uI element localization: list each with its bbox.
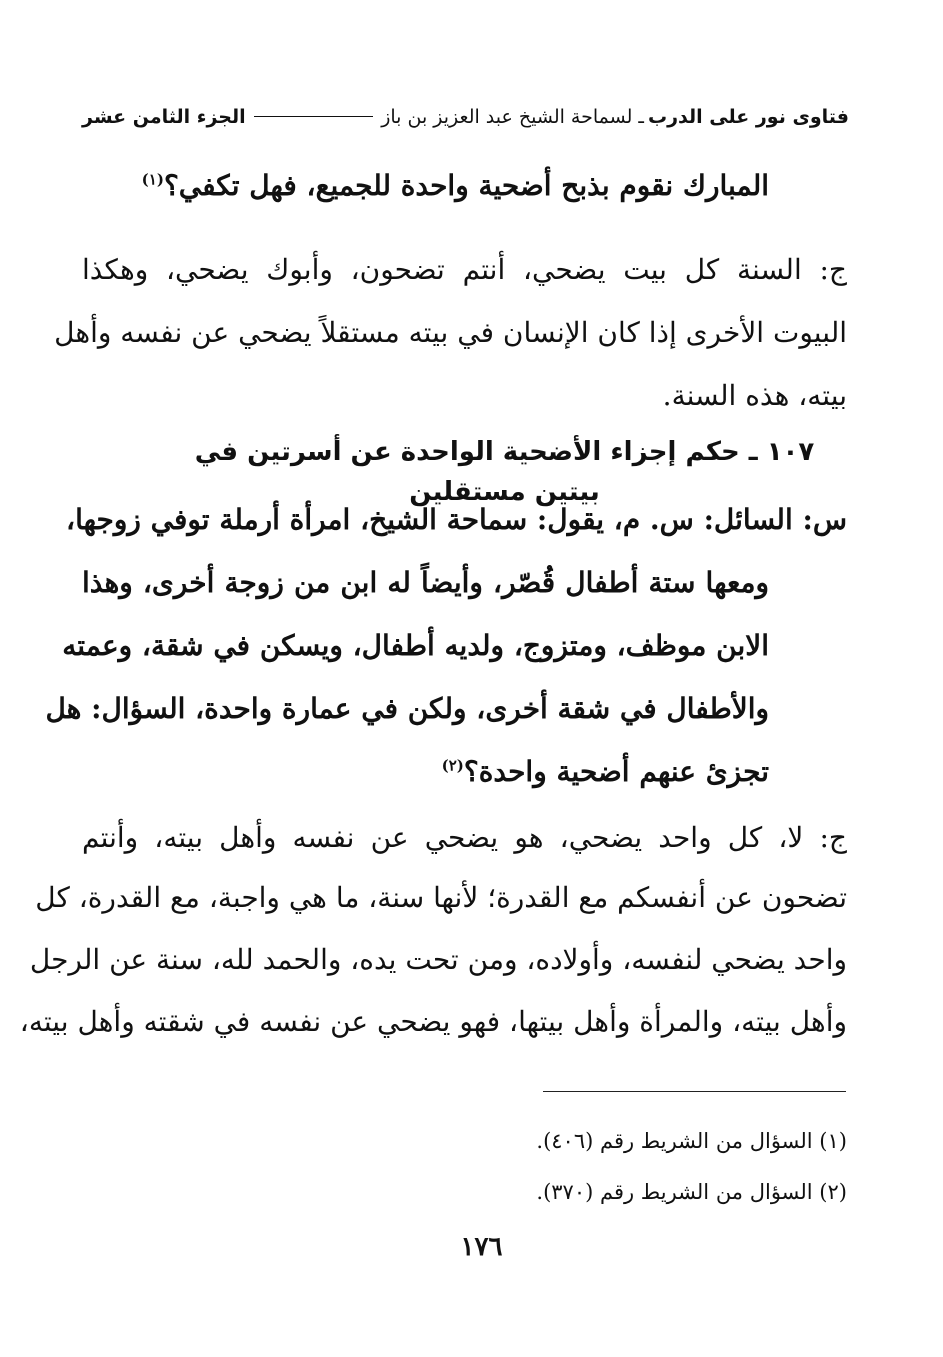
header-volume: الجزء الثامن عشر bbox=[82, 106, 246, 128]
answer2-line-2: تضحون عن أنفسكم مع القدرة؛ لأنها سنة، ما هي واجبة، مع القدرة، كل bbox=[35, 881, 847, 914]
running-header bbox=[82, 106, 849, 140]
question-continuation-text: المبارك نقوم بذبح أضحية واحدة للجميع، فهل تكفي؟ bbox=[163, 169, 769, 202]
header-rule bbox=[254, 116, 374, 117]
answer2-line-4: وأهل بيته، والمرأة وأهل بيتها، فهو يضحي عن نفسه في شقته وأهل بيته، bbox=[19, 1005, 847, 1038]
question2-line-4: والأطفال في شقة أخرى، ولكن في عمارة واحدة، السؤال: هل bbox=[45, 692, 769, 725]
page-number: ١٧٦ bbox=[460, 1232, 503, 1262]
header-book-title: فتاوى نور على الدرب bbox=[648, 106, 849, 128]
question2-line-3: الابن موظف، ومتزوج، ولديه أطفال، ويسكن في شقة، وعمته bbox=[62, 629, 769, 662]
answer1-line-3: بيته، هذه السنة. bbox=[662, 379, 847, 412]
answer1-line-2: البيوت الأخرى إذا كان الإنسان في بيته مستقلاً يضحي عن نفسه وأهل bbox=[54, 316, 847, 349]
answer2-line-3: واحد يضحي لنفسه، وأولاده، ومن تحت يده، والحمد لله، سنة عن الرجل bbox=[29, 943, 847, 976]
question2-line-5-text: تجزئ عنهم أضحية واحدة؟ bbox=[463, 755, 769, 788]
question2-line-5 bbox=[82, 752, 769, 792]
header-author: ـ لسماحة الشيخ عبد العزيز بن باز bbox=[381, 106, 644, 128]
footnote-ref-1: (١) bbox=[141, 170, 164, 189]
footnote-ref-2: (٢) bbox=[441, 756, 464, 775]
footnote-separator bbox=[543, 1091, 846, 1092]
question2-line-1: س: السائل: س. م، يقول: سماحة الشيخ، امرأة أرملة توفي زوجها، bbox=[66, 503, 847, 536]
question-continuation bbox=[82, 166, 769, 206]
section-heading: ١٠٧ ـ حكم إجزاء الأضحية الواحدة عن أسرتين في بيتين مستقلين bbox=[194, 437, 815, 507]
question2-line-2: ومعها ستة أطفال قُصّر، وأيضاً له ابن من زوجة أخرى، وهذا bbox=[82, 566, 769, 599]
answer1-line-1: ج: السنة كل بيت يضحي، أنتم تضحون، وأبوك يضحي، وهكذا bbox=[82, 253, 847, 286]
footnote-1: (١) السؤال من الشريط رقم (٤٠٦). bbox=[536, 1129, 847, 1153]
answer2-line-1: ج: لا، كل واحد يضحي، هو يضحي عن نفسه وأهل بيته، وأنتم bbox=[82, 821, 847, 854]
footnote-2: (٢) السؤال من الشريط رقم (٣٧٠). bbox=[536, 1180, 847, 1204]
